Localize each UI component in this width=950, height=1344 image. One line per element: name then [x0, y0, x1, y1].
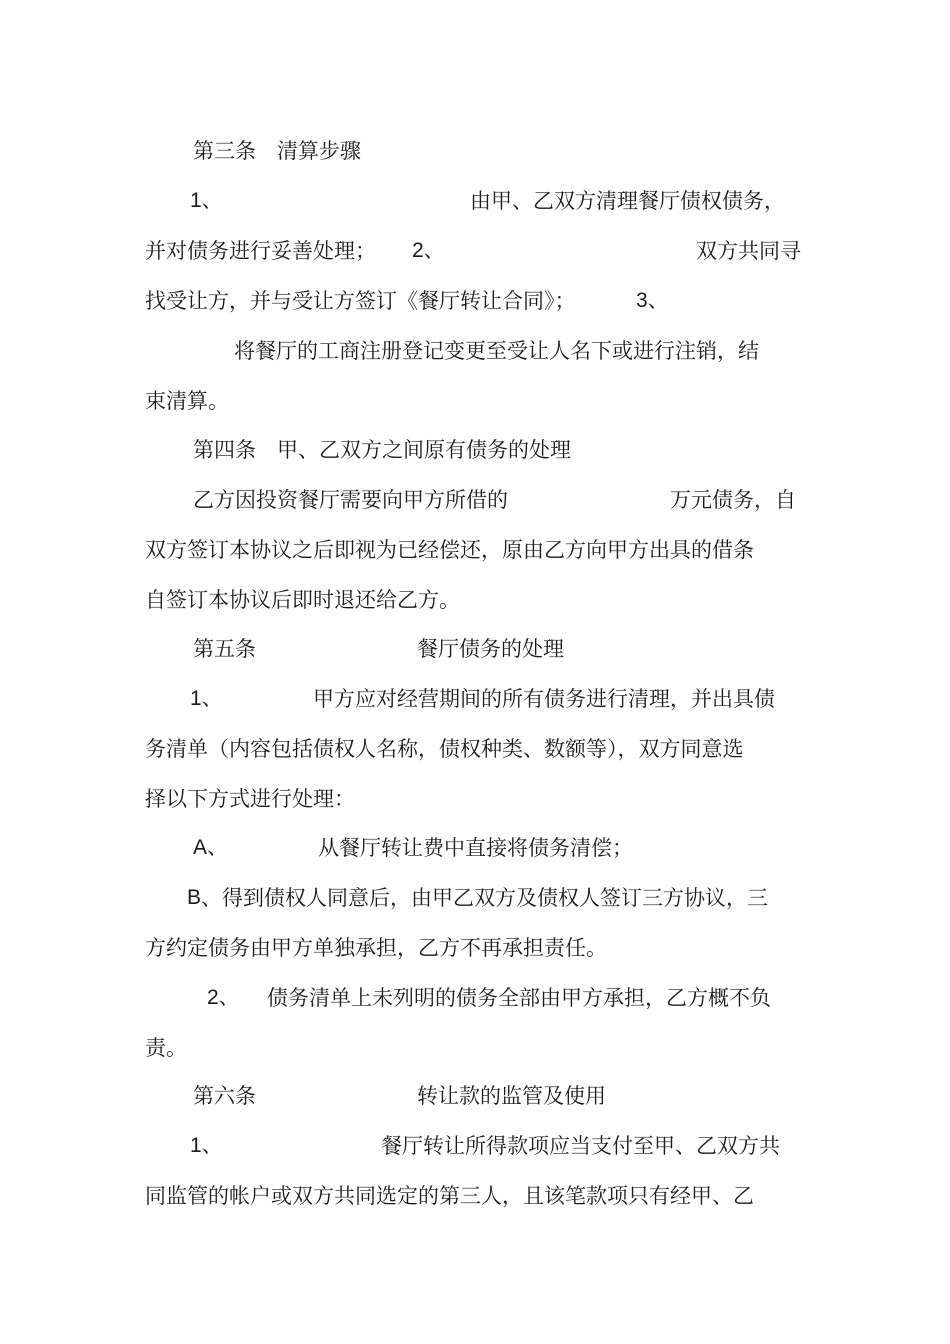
- article-4-line-2: 双方签订本协议之后即视为已经偿还，原由乙方向甲方出具的借条: [145, 538, 754, 562]
- article-5-heading-title: 餐厅债务的处理: [417, 637, 564, 661]
- article-5-item-1-number: 1、: [190, 687, 223, 710]
- article-6-item-1-number: 1、: [190, 1134, 223, 1157]
- article-3-line-2a: 并对债务进行妥善处理；: [145, 239, 376, 263]
- article-5-option-a-text: 从餐厅转让费中直接将债务清偿；: [318, 836, 633, 860]
- article-5-line-3: 择以下方式进行处理：: [145, 787, 355, 811]
- article-5-option-b-text: 、得到债权人同意后，由甲乙双方及债权人签订三方协议，三: [201, 886, 768, 910]
- article-6-item-1-text: 餐厅转让所得款项应当支付至甲、乙双方共: [381, 1134, 780, 1158]
- article-4-line-1a: 乙方因投资餐厅需要向甲方所借的: [193, 488, 508, 512]
- article-3-item-3-number: 3、: [636, 289, 669, 312]
- article-3-line-2b: 双方共同寻: [696, 239, 801, 263]
- article-5-item-2-line-2: 责。: [145, 1036, 187, 1060]
- article-5-option-b-line-2: 方约定债务由甲方单独承担，乙方不再承担责任。: [145, 936, 607, 960]
- article-4-line-3: 自签订本协议后即时退还给乙方。: [145, 588, 460, 612]
- article-4-line-1b: 万元债务，自: [670, 488, 796, 512]
- article-6-line-2: 同监管的帐户或双方共同选定的第三人，且该笔款项只有经甲、乙: [145, 1184, 754, 1208]
- article-3-item-1-number: 1、: [190, 189, 223, 212]
- article-3-line-4: 将餐厅的工商注册登记变更至受让人名下或进行注销，结: [234, 339, 759, 363]
- article-5-item-1-text: 甲方应对经营期间的所有债务进行清理，并出具债: [313, 687, 775, 711]
- article-5-option-a-label: A、: [193, 836, 229, 859]
- article-5-item-2-text: 债务清单上未列明的债务全部由甲方承担，乙方概不负: [267, 986, 771, 1010]
- article-3-line-5: 束清算。: [145, 389, 229, 413]
- article-3-heading: 第三条 清算步骤: [193, 139, 361, 163]
- article-5-option-b-label: B: [187, 886, 202, 909]
- article-5-heading-label: 第五条: [193, 637, 256, 661]
- article-4-heading: 第四条 甲、乙双方之间原有债务的处理: [193, 438, 571, 462]
- article-5-line-2: 务清单（内容包括债权人名称，债权种类、数额等），双方同意选: [145, 737, 744, 761]
- article-3-line-3a: 找受让方，并与受让方签订《餐厅转让合同》；: [145, 289, 576, 313]
- article-5-item-2-number: 2、: [207, 986, 240, 1009]
- article-6-heading-title: 转让款的监管及使用: [417, 1084, 606, 1108]
- article-3-item-2-number: 2、: [412, 239, 445, 262]
- article-6-heading-label: 第六条: [193, 1084, 256, 1108]
- article-3-item-1-text: 由甲、乙双方清理餐厅债权债务，: [470, 189, 785, 213]
